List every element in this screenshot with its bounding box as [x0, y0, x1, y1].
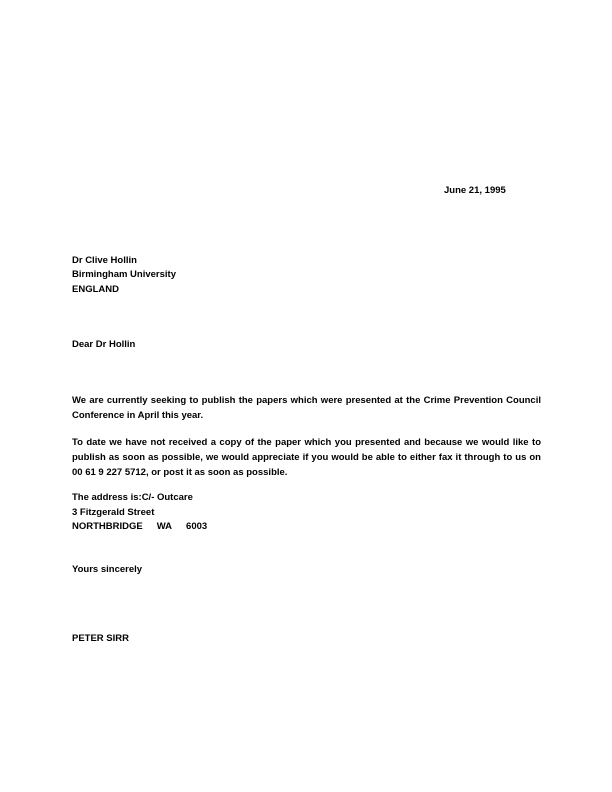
- closing: Yours sincerely: [72, 564, 143, 575]
- body-paragraph-1: We are currently seeking to publish the papers which were presented at the Crime Prevention Council Conference in April this year.: [72, 395, 541, 421]
- salutation: Dear Dr Hollin: [72, 339, 136, 350]
- address-line-2: 3 Fitzgerald Street: [72, 507, 155, 518]
- address-postcode: 6003: [186, 521, 208, 532]
- address-line-1: The address is:C/- Outcare: [72, 492, 193, 503]
- body-paragraph-2: To date we have not received a copy of the paper which you presented and because we would like to publish as soon as possible, we would appreciate if you would be able to either fax it through to us on 00 61 9 227 5712, or post it as soon as possible.: [72, 437, 541, 478]
- address-suburb: NORTHBRIDGE: [72, 521, 143, 532]
- address-state: WA: [156, 521, 173, 532]
- recipient-name: Dr Clive Hollin: [72, 255, 137, 266]
- recipient-institution: Birmingham University: [72, 269, 176, 280]
- recipient-country: ENGLAND: [72, 284, 119, 295]
- signatory-name: PETER SIRR: [72, 633, 130, 644]
- letter-date: June 21, 1995: [444, 185, 506, 196]
- address-line-3: [72, 520, 207, 534]
